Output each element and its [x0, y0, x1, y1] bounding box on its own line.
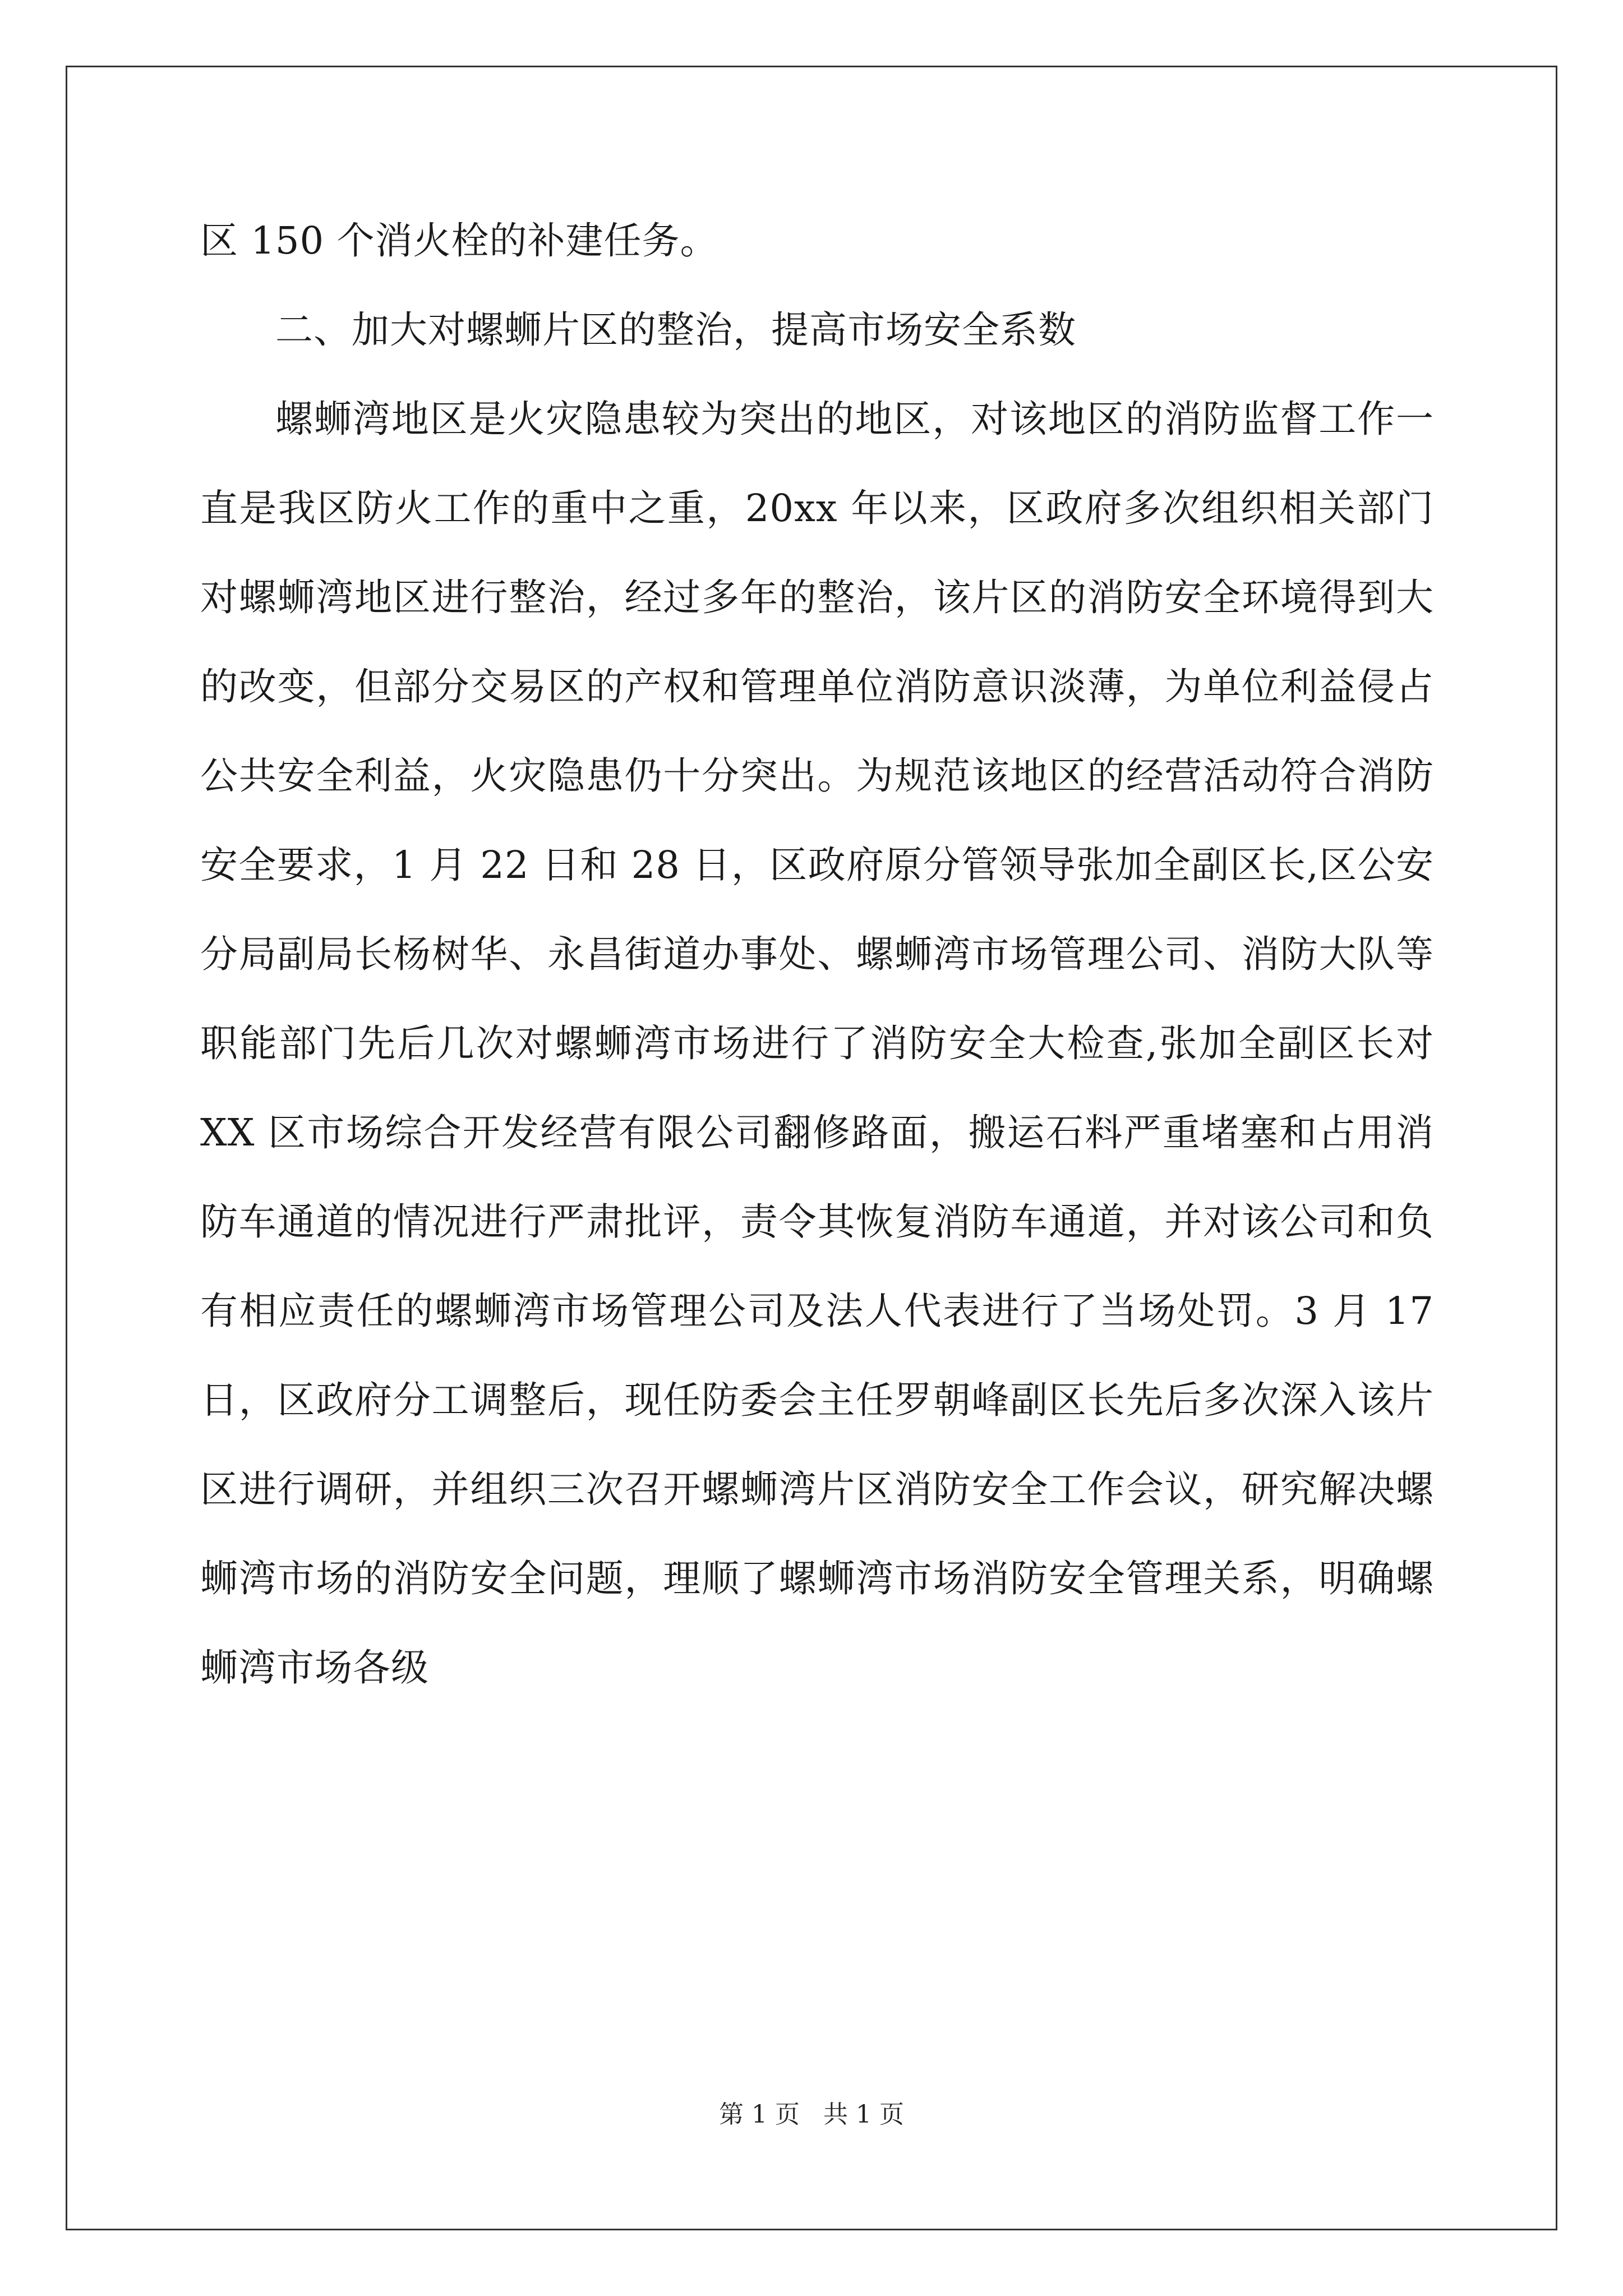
page-number: 第 1 页 [719, 2100, 800, 2129]
document-body [200, 196, 1434, 1713]
paragraph-1: 区 150 个消火栓的补建任务。 [200, 219, 718, 263]
page-footer [0, 2098, 1623, 2132]
section-heading: 二、加大对螺蛳片区的整治，提高市场安全系数 [275, 308, 1076, 352]
paragraph-3: 螺蛳湾地区是火灾隐患较为突出的地区，对该地区的消防监督工作一直是我区防火工作的重中之重，20xx 年以来，区政府多次组织相关部门对螺蛳湾地区进行整治，经过多年的整治，该片区的消防安全环境得到大的改变，但部分交易区的产权和管理单位消防意识淡薄，为单位利益侵占公共安全利益，火灾隐患仍十分突出。为规范该地区的经营活动符合消防安全要求，1 月 22 日和 28 日，区政府原分管领导张加全副区长,区公安分局副局长杨树华、永昌街道办事处、螺蛳湾市场管理公司、消防大队等职能部门先后几次对螺蛳湾市场进行了消防安全大检查,张加全副区长对 XX 区市场综合开发经营有限公司翻修路面，搬运石料严重堵塞和占用消防车通道的情况进行严肃批评，责令其恢复消防车通道，并对该公司和负有相应责任的螺蛳湾市场管理公司及法人代表进行了当场处罚。3 月 17 日，区政府分工调整后，现任防委会主任罗朝峰副区长先后多次深入该片区进行调研，并组织三次召开螺蛳湾片区消防安全工作会议，研究解决螺蛳湾市场的消防安全问题，理顺了螺蛳湾市场消防安全管理关系，明确螺蛳湾市场各级 [200, 397, 1434, 1690]
page-total: 共 1 页 [823, 2100, 904, 2129]
